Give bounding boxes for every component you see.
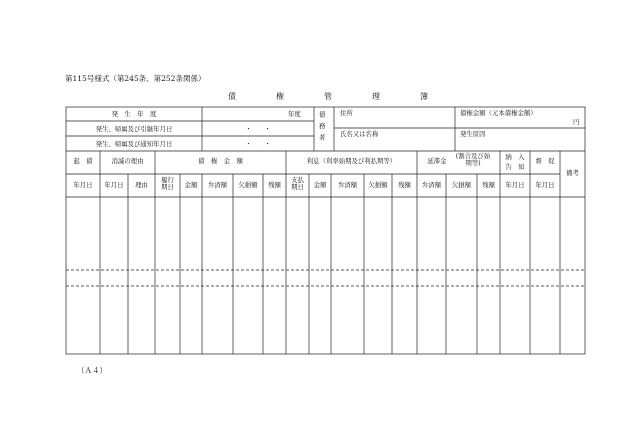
col-interest-amount: 金額 [313, 181, 327, 189]
fiscal-year-label: 発 生 年 度 [111, 110, 157, 118]
col-interest-loss: 欠損額 [368, 181, 388, 189]
cause-label: 発生原因 [460, 130, 486, 138]
col-claim-amount: 債 権 金 額 [198, 157, 243, 165]
col-late-balance: 残額 [482, 181, 495, 189]
yen-unit: 円 [573, 118, 580, 126]
col-kisai-ymd: 年月日 [73, 181, 93, 189]
col-remarks: 備考 [566, 169, 579, 177]
col-late-fee: 延滞金 [427, 157, 447, 165]
name-label: 氏名又は名称 [340, 130, 379, 138]
title-char: 債 [228, 92, 236, 101]
notice-date-value: ・ ・ [245, 140, 271, 148]
debtor-label: 債務者 [317, 111, 326, 146]
col-interest-balance: 残額 [398, 181, 411, 189]
col-balance: 残額 [268, 181, 281, 189]
col-late-loss: 欠損額 [451, 181, 472, 189]
title-char: 簿 [420, 92, 428, 101]
col-tokusoku: 督 促 [535, 157, 555, 165]
col-late-fee-ratio: (割合及び始期等) [455, 152, 491, 168]
col-due-date: 履行期日 [161, 176, 174, 191]
col-kisai: 起 債 [73, 157, 93, 165]
col-amount: 金額 [184, 181, 198, 189]
col-nonyu: 納 入 [505, 153, 525, 161]
paper-size-note: （Ａ４） [77, 366, 107, 375]
transfer-date-value: ・ ・ [245, 125, 271, 133]
col-late-repaid: 弁済額 [421, 181, 442, 189]
col-kokuchi: 告 知 [505, 163, 525, 171]
col-pay-date: 支払期日 [291, 176, 304, 191]
claim-amount-label: 債権金額（元本債権金額） [460, 109, 537, 117]
title-char: 管 [324, 92, 332, 101]
address-label: 住所 [340, 109, 353, 117]
col-repaid: 弁済額 [207, 181, 228, 189]
fiscal-year-suffix: 年度 [288, 110, 301, 118]
title-char: 権 [276, 92, 284, 101]
transfer-date-label: 発生、帰属及び引継年月日 [95, 125, 173, 133]
col-interest-repaid: 弁済額 [337, 181, 358, 189]
col-extinction: 消滅の理由 [111, 157, 144, 165]
notice-date-label: 発生、帰属及び通知年月日 [95, 140, 173, 148]
col-loss: 欠損額 [238, 181, 258, 189]
col-tokusoku-ymd: 年月日 [535, 181, 555, 189]
col-extinction-ymd: 年月日 [104, 181, 124, 189]
col-interest: 利息（利率始期及び利払期等） [306, 157, 397, 165]
col-nonyu-ymd: 年月日 [505, 181, 525, 189]
col-extinction-reason: 理由 [135, 181, 148, 189]
title-char: 理 [372, 92, 380, 101]
form-number: 第115号様式（第245条、第252条関係） [65, 74, 206, 83]
